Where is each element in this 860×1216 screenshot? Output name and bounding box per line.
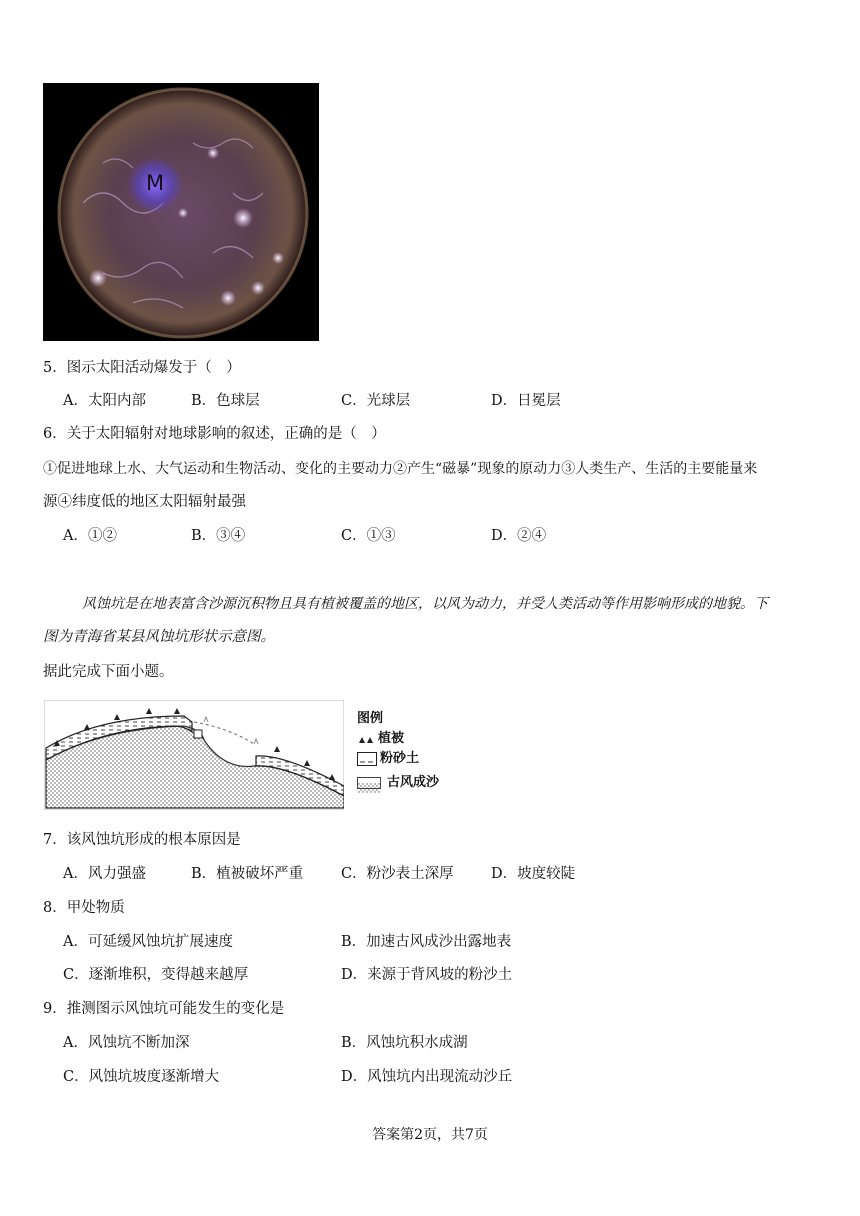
legend-item-silt: 粉砂土: [380, 751, 420, 766]
question-8-stem: 8．甲处物质: [43, 900, 125, 916]
question-6-statements-line2: 源④纬度低的地区太阳辐射最强: [43, 494, 246, 510]
intro-line-3: 据此完成下面小题。: [43, 664, 174, 680]
wind-erosion-pit-diagram: [44, 700, 344, 810]
q8-option-a: A．可延缓风蚀坑扩展速度: [63, 934, 233, 950]
question-5-stem: 5．图示太阳活动爆发于（ ）: [43, 360, 241, 376]
legend-title: 图例: [357, 711, 384, 726]
question-7-stem: 7．该风蚀坑形成的根本原因是: [43, 832, 241, 848]
q8-option-c: C．逐渐堆积，变得越来越厚: [63, 967, 249, 983]
question-9-stem: 9．推测图示风蚀坑可能发生的变化是: [43, 1001, 285, 1017]
intro-line-2: 图为青海省某县风蚀坑形状示意图。: [43, 629, 275, 645]
q9-option-c: C．风蚀坑坡度逐渐增大: [63, 1069, 220, 1085]
vegetation-legend-icon: [357, 732, 377, 746]
q7-option-c: C．粉沙表土深厚: [341, 866, 454, 882]
q8-option-b: B．加速古风成沙出露地表: [341, 934, 512, 950]
question-6-stem: 6．关于太阳辐射对地球影响的叙述，正确的是（ ）: [43, 426, 386, 442]
page-footer: 答案第2页，共7页: [372, 1127, 488, 1143]
q9-option-a: A．风蚀坑不断加深: [63, 1035, 190, 1051]
q5-option-d: D．日冕层: [491, 393, 561, 409]
q7-option-a: A．风力强盛: [63, 866, 146, 882]
q7-option-b: B．植被破坏严重: [191, 866, 304, 882]
q9-option-b: B．风蚀坑积水成湖: [341, 1035, 468, 1051]
sun-image: [43, 83, 319, 341]
q6-option-d: D．②④: [491, 528, 547, 544]
q8-option-d: D．来源于背风坡的粉沙土: [341, 967, 513, 983]
q6-option-c: C．①③: [341, 528, 396, 544]
q5-option-c: C．光球层: [341, 393, 411, 409]
q7-option-d: D．坡度较陡: [491, 866, 576, 882]
q9-option-d: D．风蚀坑内出现流动沙丘: [341, 1069, 513, 1085]
question-6-statements-line1: ①促进地球上水、大气运动和生物活动、变化的主要动力②产生“磁暴”现象的原动力③人类生产、生活的主要能量来: [43, 461, 758, 477]
sun-marker-label: M: [146, 171, 165, 195]
diagram-illustration: [44, 700, 344, 810]
sun-illustration: [43, 83, 319, 341]
legend-item-vegetation: 植被: [378, 731, 405, 746]
q5-option-b: B．色球层: [191, 393, 260, 409]
silt-legend-icon: [357, 752, 377, 766]
q6-option-b: B．③④: [191, 528, 246, 544]
intro-line-1: 风蚀坑是在地表富含沙源沉积物且具有植被覆盖的地区，以风为动力，并受人类活动等作用影响形成的地貌。下: [82, 596, 768, 612]
q5-option-a: A．太阳内部: [63, 393, 146, 409]
aeolian-sand-legend-icon: [357, 777, 381, 789]
q6-option-a: A．①②: [63, 528, 117, 544]
legend-item-ancient-sand: 古风成沙: [387, 775, 440, 790]
